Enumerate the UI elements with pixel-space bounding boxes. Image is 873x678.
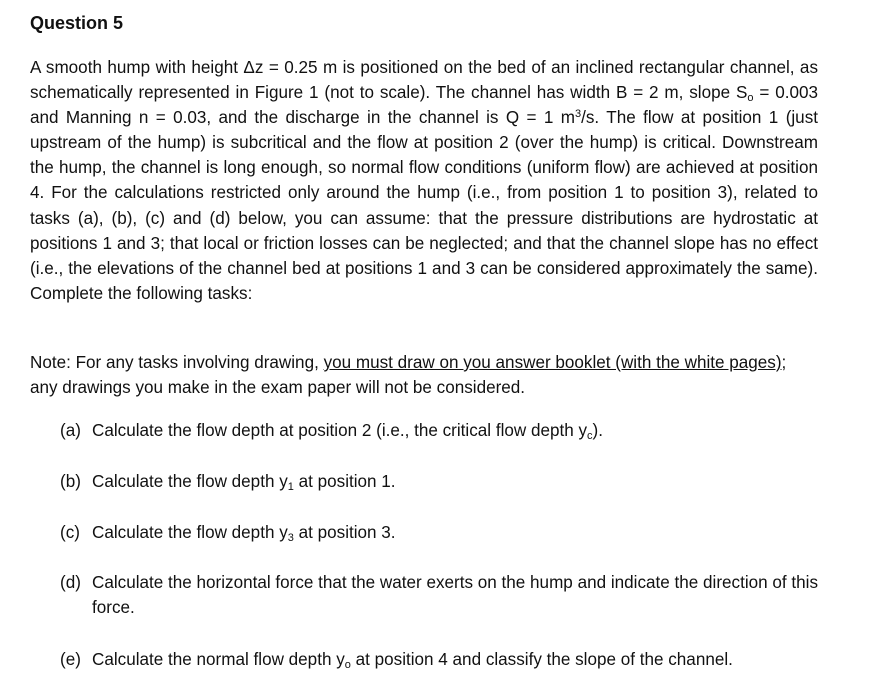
- task-text: [60, 520, 818, 545]
- task-c: [60, 520, 818, 545]
- task-label: (c): [60, 523, 80, 542]
- task-subscript: o: [344, 659, 351, 671]
- note-prefix: Note: For any tasks involving drawing,: [30, 353, 324, 372]
- task-text-main: Calculate the horizontal force that the water exerts on the hump and indicate the direction of this force.: [92, 573, 818, 618]
- intro-text-3: /s. The flow at position 1 (just upstream of the hump) is subcritical and the flow at position 2 (over the hump) is critical. Downstream the hump, the channel is long enough, so normal flow conditions (uniform flow) are achieved at position 4. For the calculations restricted only around the hump (i.e., from position 1 to position 3), related to tasks (a), (b), (c) and (d) below, you can assume: that the pressure distributions are hydrostatic at positions 1 and 3; that local or friction losses can be neglected; and that the channel slope has no effect (i.e., the elevations of the channel bed at positions 1 and 3 can be considered approximately the same). Complete the following tasks:: [30, 108, 818, 303]
- task-text: [60, 469, 818, 494]
- task-text: [60, 418, 818, 443]
- task-a: [60, 418, 818, 443]
- task-label: (e): [60, 650, 81, 669]
- task-text-main: Calculate the flow depth at position 2 (i.e., the critical flow depth y: [92, 421, 588, 440]
- task-label: (b): [60, 472, 81, 491]
- task-d: [60, 570, 818, 620]
- slope-subscript: o: [747, 92, 754, 105]
- task-label: (d): [60, 573, 81, 592]
- discharge-unit-superscript: 3: [575, 108, 582, 121]
- task-text-after: ).: [592, 421, 603, 440]
- note-suffix: ; any drawings you make in the exam paper will not be considered.: [30, 353, 787, 398]
- note-underlined: you must draw on you answer booklet (with the white pages): [323, 353, 782, 372]
- task-text: [60, 570, 818, 620]
- task-label: (a): [60, 421, 81, 440]
- task-b: [60, 469, 818, 494]
- question-title: Question 5: [30, 13, 124, 33]
- task-text-main: Calculate the flow depth y: [92, 523, 288, 542]
- task-subscript: c: [587, 430, 593, 442]
- task-text-after: at position 3.: [293, 523, 396, 542]
- task-text-after: at position 4 and classify the slope of the channel.: [350, 650, 733, 669]
- task-text-after: at position 1.: [293, 472, 396, 491]
- drawing-note: [30, 350, 818, 400]
- task-text-main: Calculate the normal flow depth y: [92, 650, 345, 669]
- problem-statement: [30, 55, 818, 306]
- task-text-main: Calculate the flow depth y: [92, 472, 288, 491]
- task-subscript: 1: [287, 481, 294, 493]
- intro-text-2: = 0.003 and Manning n = 0.03, and the discharge in the channel is Q = 1 m: [30, 83, 818, 128]
- task-e: [60, 647, 818, 672]
- task-text: [60, 647, 818, 672]
- intro-text-1: A smooth hump with height Δz = 0.25 m is positioned on the bed of an inclined rectangular channel, as schematically represented in Figure 1 (not to scale). The channel has width B = 2 m, slope S: [30, 58, 818, 103]
- task-subscript: 3: [287, 532, 294, 544]
